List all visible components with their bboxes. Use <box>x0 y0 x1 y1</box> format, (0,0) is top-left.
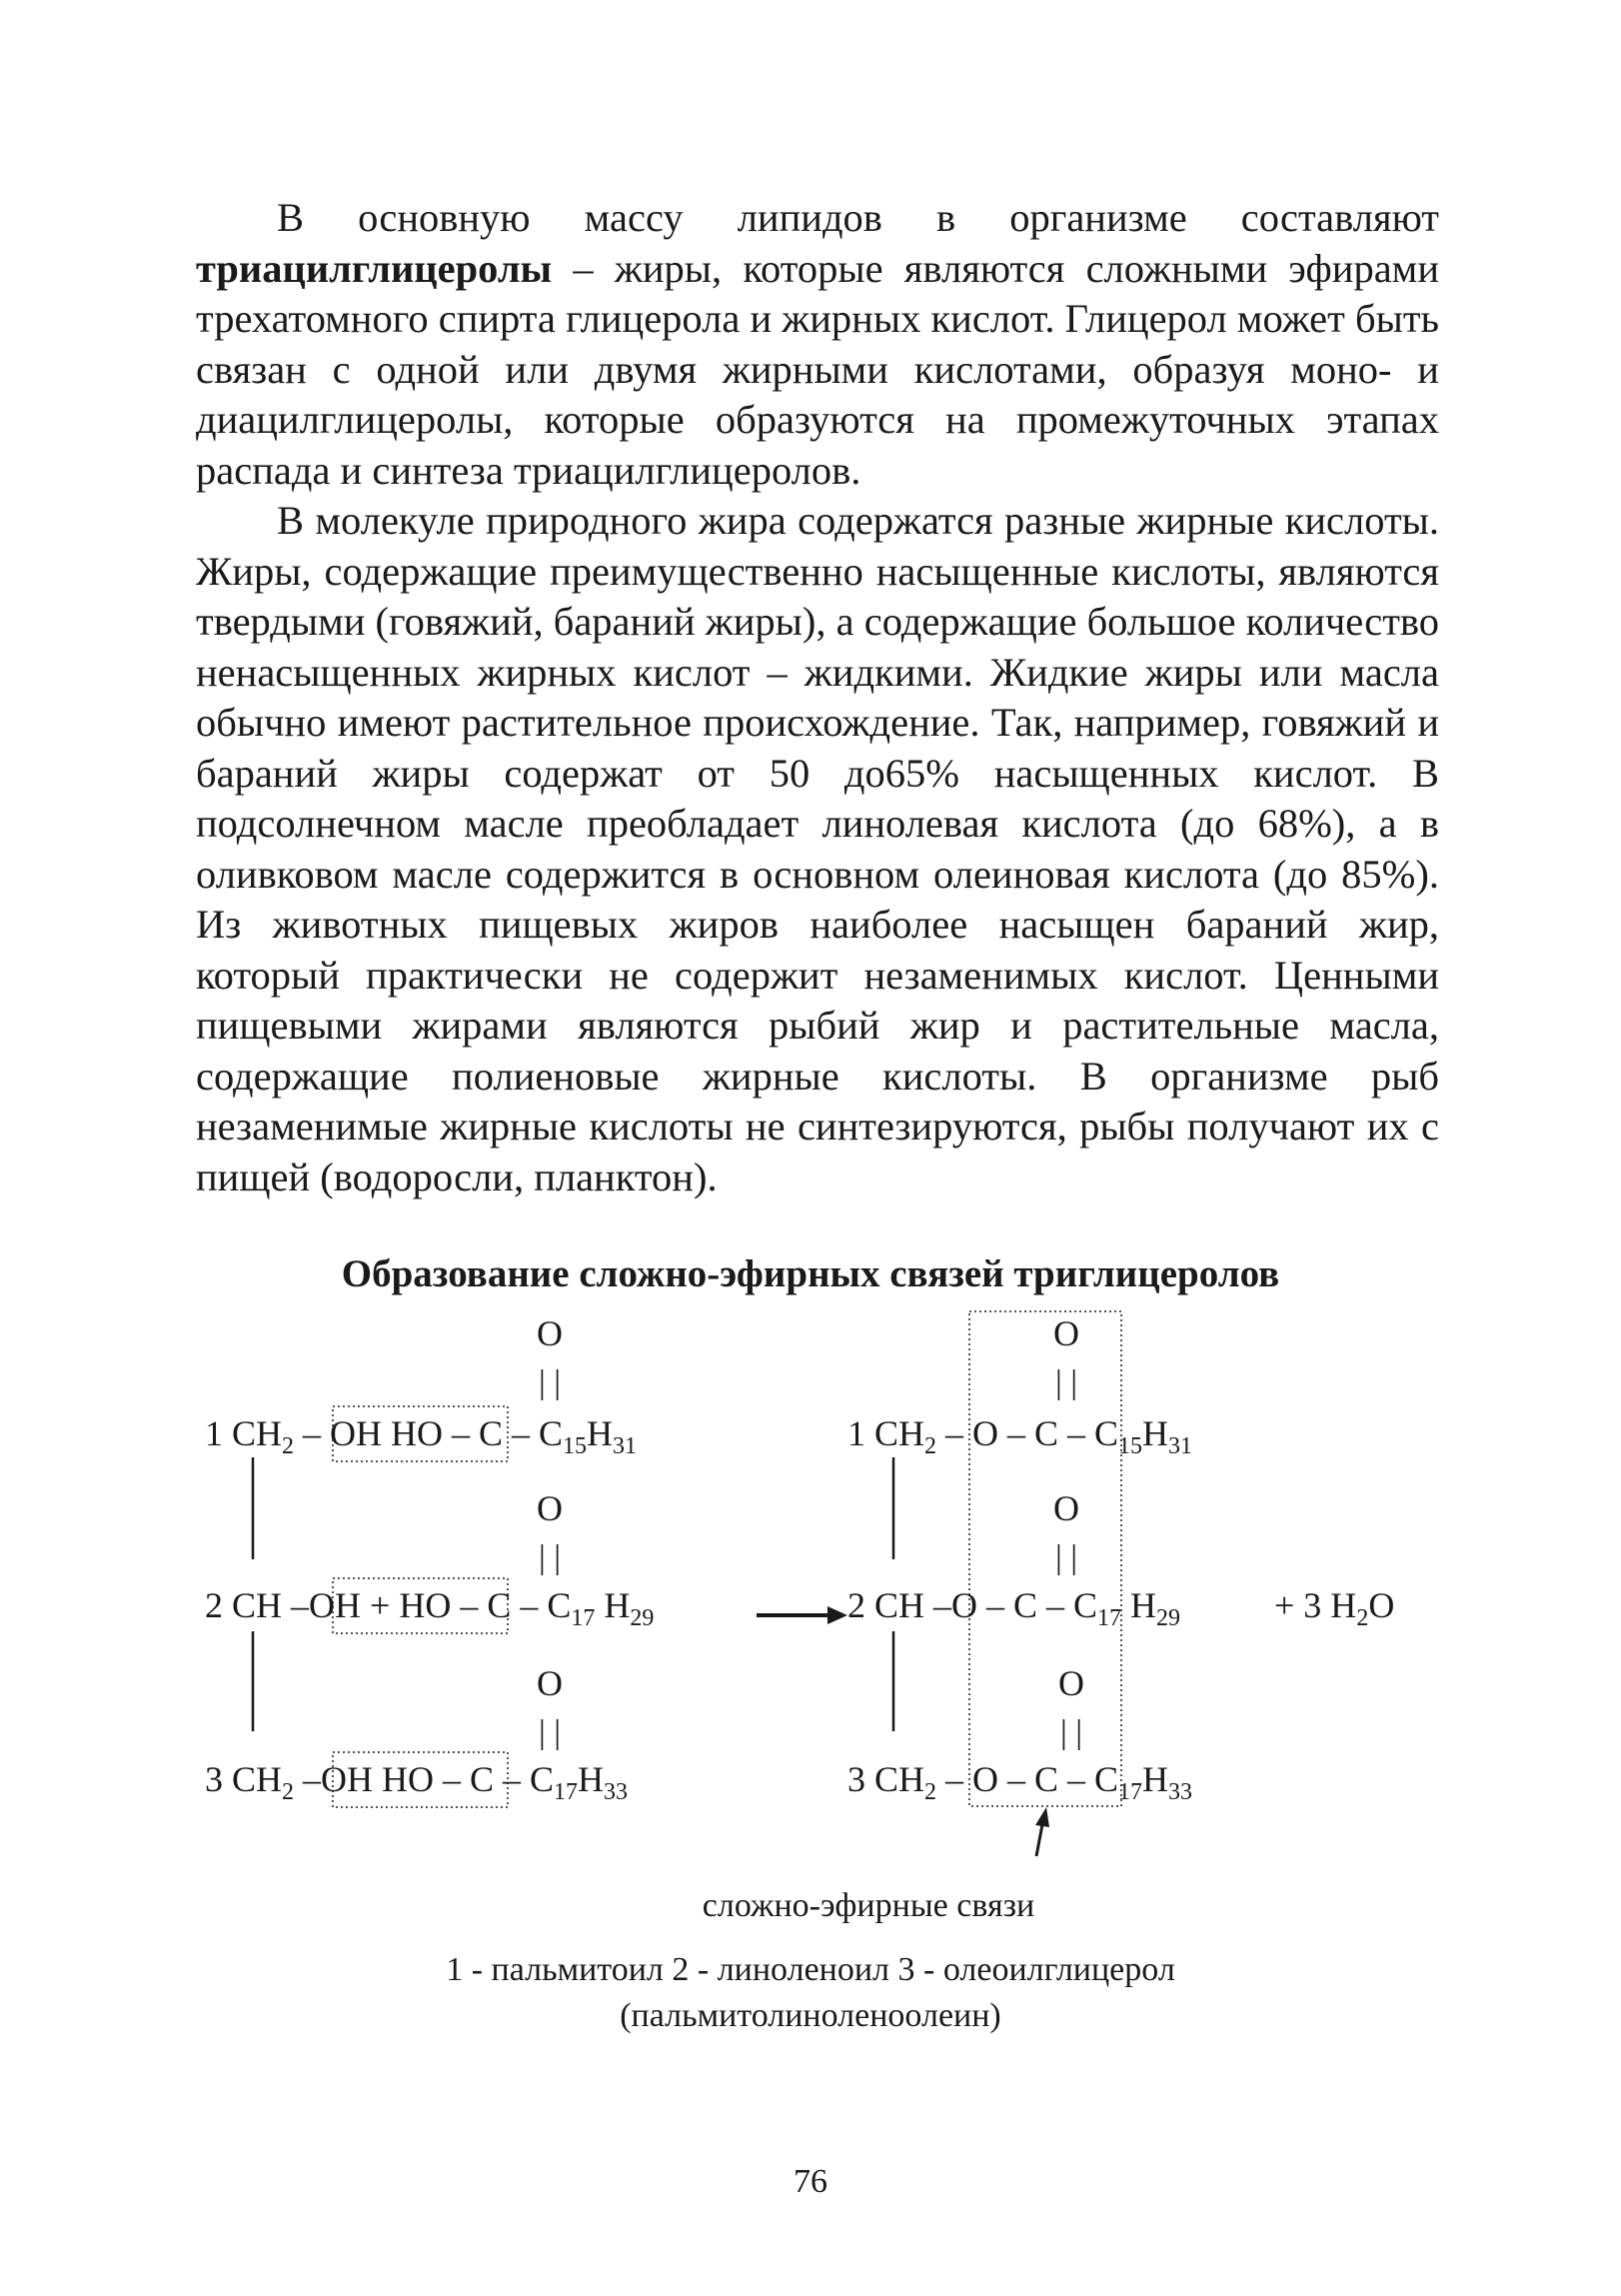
ester-formation-scheme <box>0 1299 1621 1879</box>
double-bond: | | <box>1059 1714 1083 1751</box>
reactant-row-2: 2 CH –OH + HO – C – $C_{17}$ $H_{29}$ <box>205 1585 655 1631</box>
paragraph1-text: В основную массу липидов в организме составляют <box>277 195 1439 240</box>
double-bond: | | <box>538 1714 562 1751</box>
section-title: Образование сложно-эфирных связей триглицеролов <box>341 1252 1280 1295</box>
ester-pointer-arrowhead <box>1035 1807 1049 1827</box>
figure-caption-line-1: 1 - пальмитоил 2 - линоленоил 3 - олеоилглицерол <box>446 1951 1175 1988</box>
paragraph1-text-rest: – жиры, которые являются сложными эфирами трехатомного спирта глицерола и жирных кислот. Глицерол может быть связан с одной или двумя жирными кислотами, образуя моно- и диацилглицеролы, которые образуются на промежуточных этапах распада и синтеза триацилглицеролов. <box>196 245 1439 493</box>
ester-bonds-box <box>969 1311 1121 1806</box>
carbonyl-oxygen: O <box>537 1663 563 1703</box>
page-number: 76 <box>794 2163 827 2200</box>
product-row-1: 1 $CH_2$ – O – C – $C_{15}H_{31}$ <box>847 1413 1193 1459</box>
water-product: + 3 $H_2O$ <box>1274 1585 1395 1631</box>
reactant-row-1: 1 $CH_2$ – OH HO – C – $C_{15}H_{31}$ <box>205 1413 638 1459</box>
carbonyl-oxygen: O <box>537 1313 563 1353</box>
product-row-3: 3 $CH_2$ – O – C – $C_{17}H_{33}$ <box>847 1759 1193 1805</box>
double-bond: | | <box>1054 1539 1078 1576</box>
figure-caption-line-2: (пальмитолиноленоолеин) <box>620 1997 1001 2034</box>
carbonyl-oxygen: O <box>1058 1663 1084 1703</box>
reactant-row-3: 3 $CH_2$ –OH HO – C – $C_{17}H_{33}$ <box>205 1759 629 1805</box>
reaction-arrowhead <box>827 1606 847 1624</box>
double-bond: | | <box>538 1364 562 1401</box>
carbonyl-oxygen: O <box>1053 1313 1079 1353</box>
carbonyl-oxygen: O <box>1053 1488 1079 1528</box>
double-bond: | | <box>1054 1364 1078 1401</box>
double-bond: | | <box>538 1539 562 1576</box>
paragraph-natural-fats <box>196 496 1439 1202</box>
ester-bonds-label: сложно-эфирные связи <box>702 1887 1035 1924</box>
carbonyl-oxygen: O <box>537 1488 563 1528</box>
paragraph-triacylglycerols <box>196 193 1439 496</box>
paragraph1-bold-term: триацилглицеролы <box>196 245 553 291</box>
paragraph2-text: В молекуле природного жира содержатся разные жирные кислоты. Жиры, содержащие преимущественно насыщенные кислоты, являются твердыми (говяжий, бараний жиры), а содержащие большое количество ненасыщенных жирных кислот – жидкими. Жидкие жиры или масла обычно имеют растительное происхождение. Так, например, говяжий и бараний жиры содержат от 50 до65% насыщенных кислот. В подсолнечном масле преобладает линолевая кислота (до 68%), а в оливковом масле содержится в основном олеиновая кислота (до 85%). Из животных пищевых жиров наиболее насыщен бараний жир, который практически не содержит незаменимых кислот. Ценными пищевыми жирами являются рыбий жир и растительные масла, содержащие полиеновые жирные кислоты. В организме рыб незаменимые жирные кислоты не синтезируются, рыбы получают их с пищей (водоросли, планктон). <box>196 498 1439 1199</box>
product-row-2: 2 CH –O – C – $C_{17}$ $H_{29}$ <box>847 1585 1181 1631</box>
